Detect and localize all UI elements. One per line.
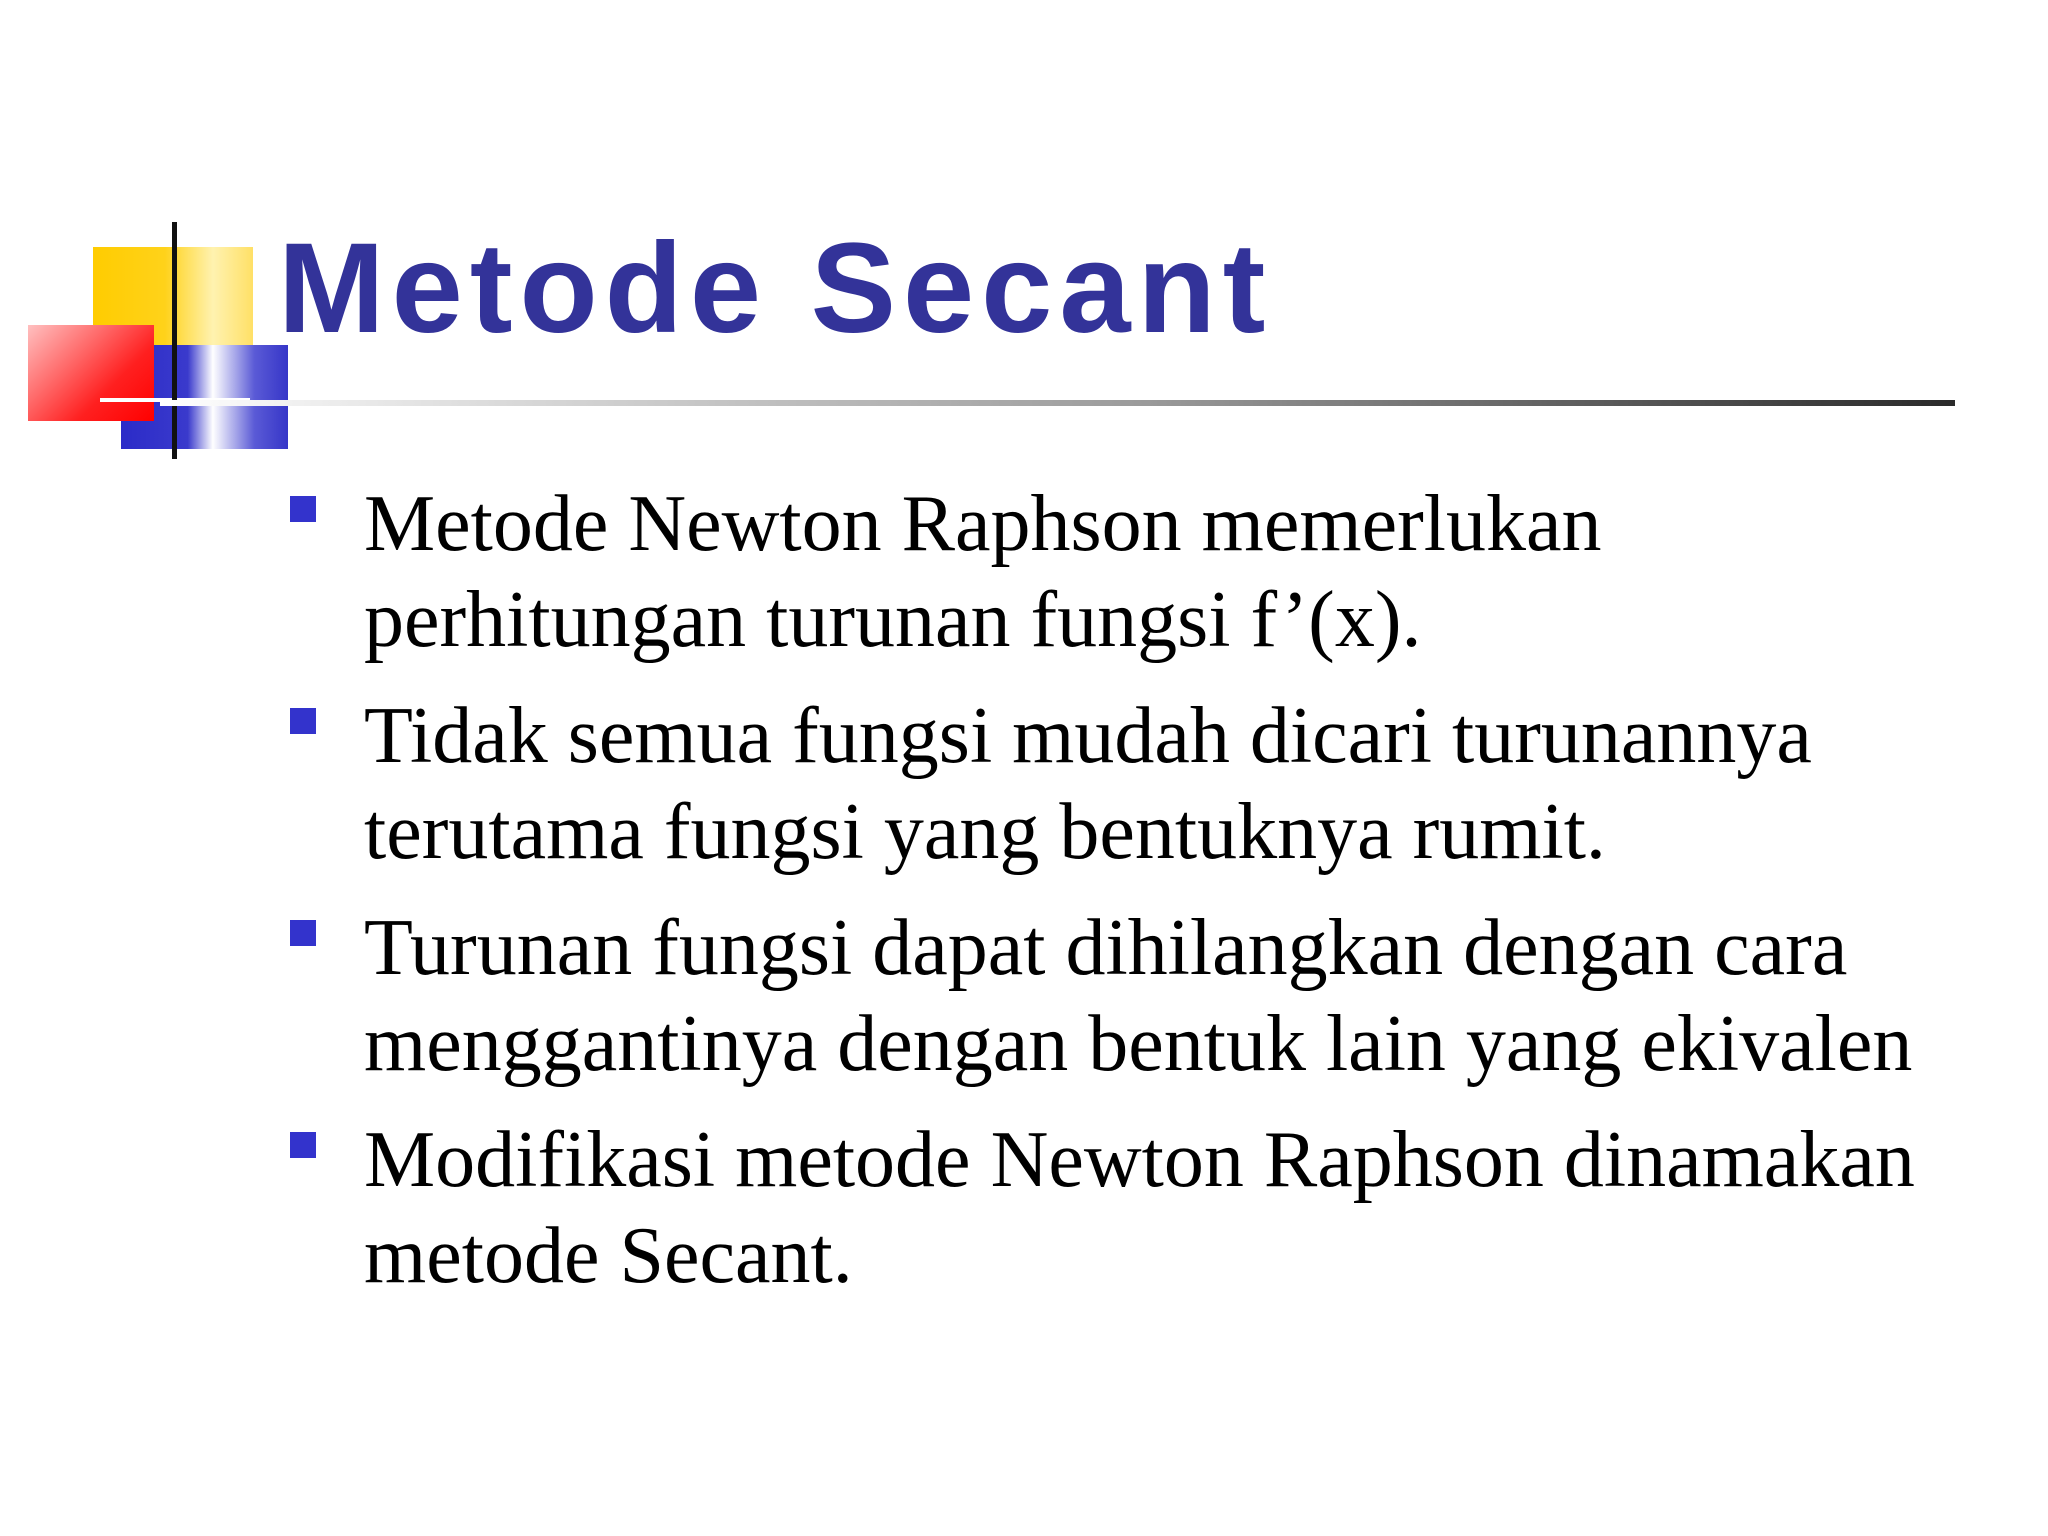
bullet-text-line: Turunan fungsi dapat dihilangkan dengan cara [364,904,1848,992]
deco-vertical-line [172,222,177,459]
bullet-item [290,900,1950,1092]
bullet-text-line: Modifikasi metode Newton Raphson dinamakan [364,1116,1915,1204]
square-bullet-icon [290,920,316,946]
bullet-text-line: menggantinya dengan bentuk lain yang ekivalen [364,1000,1913,1088]
square-bullet-icon [290,708,316,734]
bullet-text-line: metode Secant. [364,1212,853,1300]
bullet-item [290,688,1950,880]
title-underline [160,400,1955,406]
bullet-text-line: perhitungan turunan fungsi f’(x). [364,576,1422,664]
bullet-item [290,1112,1950,1304]
square-bullet-icon [290,496,316,522]
bullet-text-line: Metode Newton Raphson memerlukan [364,480,1602,568]
deco-red-square [28,325,154,421]
bullet-text-line: terutama fungsi yang bentuknya rumit. [364,788,1606,876]
bullet-text-line: Tidak semua fungsi mudah dicari turunannya [364,692,1812,780]
bullet-list [290,476,1950,1324]
square-bullet-icon [290,1132,316,1158]
slide-title: Metode Secant [278,217,1273,360]
bullet-item [290,476,1950,668]
